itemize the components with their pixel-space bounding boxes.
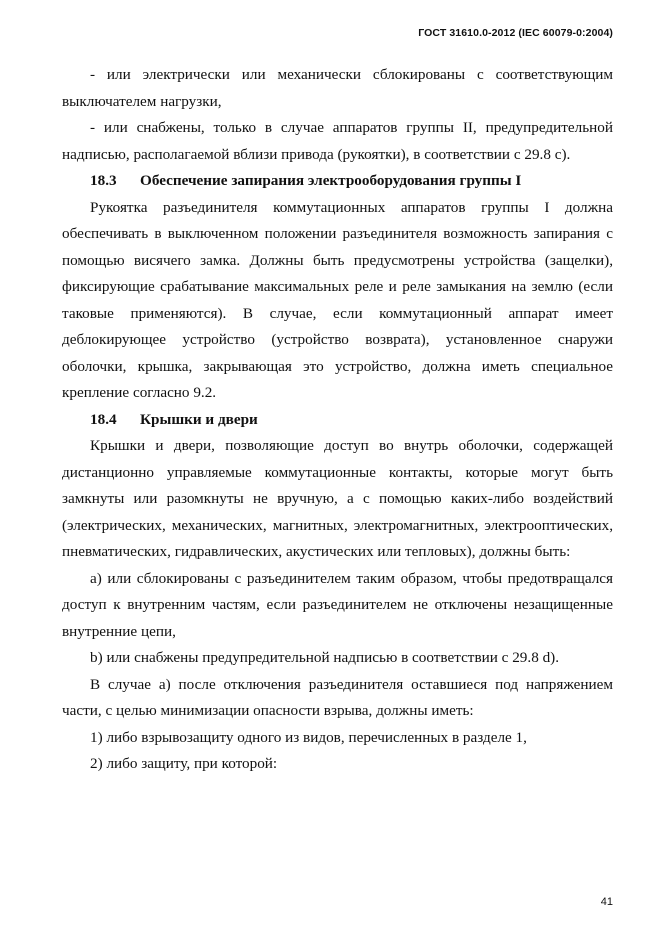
list-item-1: 1) либо взрывозащиту одного из видов, перечисленных в разделе 1, — [90, 728, 527, 746]
list-item-2: 2) либо защиту, при которой: — [90, 755, 278, 772]
document-body — [62, 62, 613, 778]
paragraph-case-a: В случае a) после отключения разъединителя оставшиеся под напряжением части, с целью минимизации опасности взрыва, должны иметь: — [62, 675, 613, 719]
section-number: 18.3 — [90, 172, 117, 189]
paragraph-option-a: a) или сблокированы с разъединителем таким образом, чтобы предотвращался доступ к внутренним частям, если разъединителем не отключены незащищенные внутренние цепи, — [62, 569, 613, 640]
paragraph-handle-locking: Рукоятка разъединителя коммутационных аппаратов группы I должна обеспечивать в выключенном положении разъединителя возможность запирания с помощью висячего замка. Должны быть предусмотрены устройства (защелки), фиксирующие срабатывание максимальных реле и реле замыкания на землю (если таковые применяются). В случае, если коммутационный аппарат имеет деблокирующее устройство (устройство возврата), установленное снаружи оболочки, крышка, закрывающая это устройство, должна иметь специальное крепление согласно 9.2. — [62, 198, 613, 401]
standard-header: ГОСТ 31610.0-2012 (IEC 60079-0:2004) — [418, 27, 613, 39]
section-heading-18-4 — [62, 407, 613, 434]
section-title: Крышки и двери — [140, 410, 258, 428]
page-number: 41 — [600, 896, 613, 908]
section-number: 18.4 — [90, 410, 117, 428]
paragraph-warning-label-group-ii: - или снабжены, только в случае аппаратов группы II, предупредительной надписью, располагаемой вблизи привода (рукоятки), в соответствии с 29.8 c). — [62, 119, 613, 163]
paragraph-option-b: b) или снабжены предупредительной надписью в соответствии с 29.8 d). — [90, 649, 560, 666]
section-heading-18-3 — [62, 168, 613, 195]
section-title: Обеспечение запирания электрооборудования группы I — [140, 172, 522, 189]
paragraph-covers-doors: Крышки и двери, позволяющие доступ во внутрь оболочки, содержащей дистанционно управляемые коммутационные контакты, которые могут быть замкнуты или разомкнуты не вручную, а с помощью каких-либо воздействий (электрических, механических, магнитных, электромагнитных, электрооптических, пневматических, гидравлических, акустических или тепловых), должны быть: — [62, 437, 613, 560]
paragraph-interlock-load-switch: - или электрически или механически сблокированы с соответствующим выключателем нагрузки, — [62, 66, 613, 110]
